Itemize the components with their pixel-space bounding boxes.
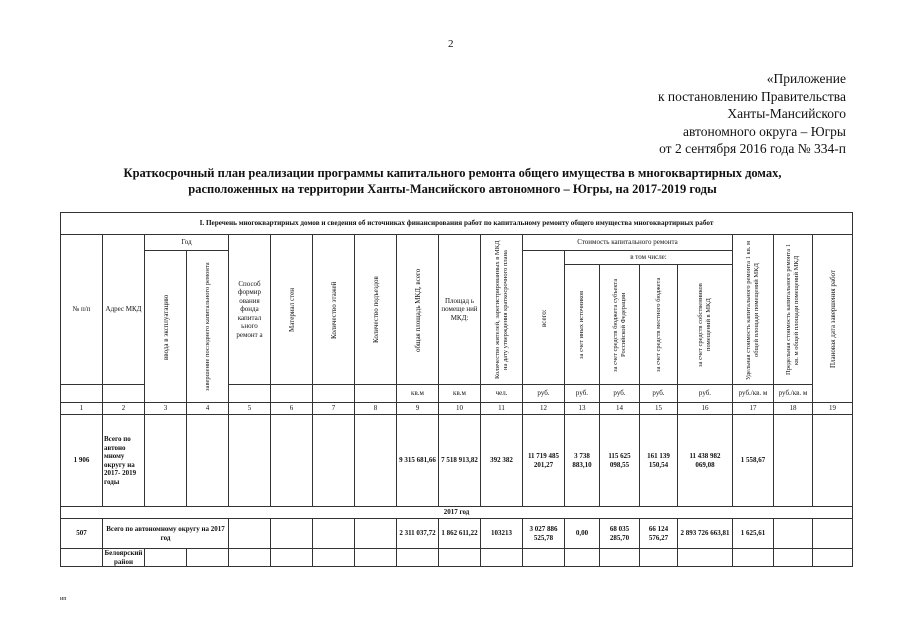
unit-residents: чел.	[481, 385, 523, 403]
cell-empty	[733, 549, 774, 567]
header-wall-material	[271, 235, 313, 385]
cell-local: 161 139 150,54	[640, 415, 678, 507]
col-number: 9	[397, 403, 439, 415]
header-entrances	[355, 235, 397, 385]
cell-empty	[313, 549, 355, 567]
header-wall-material-text: Материал стен	[287, 287, 296, 332]
document-title	[60, 166, 845, 197]
page-number: 2	[448, 38, 454, 50]
header-num: № п/п	[61, 235, 103, 385]
plan-table-wrapper	[60, 212, 853, 567]
unit-cell	[271, 385, 313, 403]
header-cost-group: Стоимость капитального ремонта	[523, 235, 733, 251]
title-line: Краткосрочный план реализации программы капитального ремонта общего имущества в многоквартирных домах,	[123, 166, 782, 180]
cell-residents: 392 382	[481, 415, 523, 507]
header-residents	[481, 235, 523, 385]
cell-empty	[313, 519, 355, 549]
header-plan-date	[813, 235, 853, 403]
title-line: расположенных на территории Ханты-Мансийского автономного – Югры, на 2017-2019 годы	[188, 181, 717, 196]
cell-cost-total: 3 027 886 525,78	[523, 519, 565, 549]
appendix-block	[658, 70, 846, 158]
cell-empty	[813, 415, 853, 507]
col-number: 5	[229, 403, 271, 415]
cell-local: 66 124 576,27	[640, 519, 678, 549]
header-entrances-text: Количество подъездов	[371, 276, 380, 343]
cell-empty	[565, 549, 600, 567]
col-number: 16	[678, 403, 733, 415]
cell-empty	[355, 549, 397, 567]
cell-empty	[229, 549, 271, 567]
header-plan-date-text: Плановая дата завершения работ	[828, 269, 837, 368]
unit-cell	[355, 385, 397, 403]
cell-empty	[313, 415, 355, 507]
cell-empty	[145, 415, 187, 507]
plan-table	[60, 212, 853, 567]
unit-cell	[313, 385, 355, 403]
cell-residents: 103213	[481, 519, 523, 549]
cell-federal: 68 035 285,70	[600, 519, 640, 549]
cell-empty	[439, 549, 481, 567]
cell-empty	[271, 415, 313, 507]
unit-local: руб.	[640, 385, 678, 403]
col-number: 10	[439, 403, 481, 415]
cell-cost-total: 11 719 485 201,27	[523, 415, 565, 507]
cell-area-premises: 1 862 611,22	[439, 519, 481, 549]
appendix-line: автономного округа – Югры	[683, 123, 846, 139]
cell-specific-cost: 1 558,67	[733, 415, 774, 507]
col-number: 18	[774, 403, 813, 415]
header-local	[640, 265, 678, 385]
cell-empty	[229, 415, 271, 507]
col-number: 8	[355, 403, 397, 415]
unit-area-premises: кв.м	[439, 385, 481, 403]
unit-federal: руб.	[600, 385, 640, 403]
cell-other-sources: 0,00	[565, 519, 600, 549]
appendix-line: от 2 сентября 2016 года № 334-п	[659, 141, 846, 156]
cell-empty	[774, 549, 813, 567]
cell-label: Всего по автоно мному округу на 2017- 2019 годы	[103, 415, 145, 507]
year-2017-label: 2017 год	[61, 507, 853, 519]
cell-empty	[61, 549, 103, 567]
header-floors	[313, 235, 355, 385]
appendix-line: «Приложение	[766, 71, 846, 86]
header-cost-total	[523, 251, 565, 385]
header-year-last-repair-text: завершение последнего капитального ремонта	[203, 262, 211, 391]
unit-cost-total: руб.	[523, 385, 565, 403]
cell-label: Всего по автономному округу на 2017 год	[103, 519, 229, 549]
header-federal	[600, 265, 640, 385]
cell-empty	[813, 549, 853, 567]
unit-specific-cost: руб./кв. м	[733, 385, 774, 403]
cell-owners: 2 893 726 663,81	[678, 519, 733, 549]
header-specific-cost-text: Удельная стоимость капитального ремонта 1 кв. м общей площади помещений МКД	[745, 239, 760, 380]
header-year-group: Год	[145, 235, 229, 251]
cell-num: 1 906	[61, 415, 103, 507]
cell-empty	[678, 549, 733, 567]
header-owners	[678, 265, 733, 385]
header-year-commission	[145, 251, 187, 403]
unit-max-cost: руб./кв. м	[774, 385, 813, 403]
col-number: 15	[640, 403, 678, 415]
cell-district-label: Белоярский район	[103, 549, 145, 567]
col-number: 17	[733, 403, 774, 415]
col-number: 2	[103, 403, 145, 415]
header-residents-text: Количество жителей, зарегистрированных в МКД на дату утверждения краткосрочного плана	[493, 240, 509, 379]
cell-owners: 11 438 982 069,08	[678, 415, 733, 507]
cell-area-premises: 7 518 913,82	[439, 415, 481, 507]
col-number: 13	[565, 403, 600, 415]
unit-owners: руб.	[678, 385, 733, 403]
header-year-commission-text: ввода в эксплуатацию	[161, 293, 170, 360]
unit-cell	[103, 385, 145, 403]
header-total-area-text: общая площадь МКД, всего	[413, 267, 422, 352]
col-number: 6	[271, 403, 313, 415]
cell-empty	[813, 519, 853, 549]
header-year-last-repair	[187, 251, 229, 403]
header-total-area	[397, 235, 439, 385]
col-number: 11	[481, 403, 523, 415]
appendix-line: к постановлению Правительства	[657, 88, 846, 104]
unit-other-sources: руб.	[565, 385, 600, 403]
cell-empty	[640, 549, 678, 567]
cell-empty	[271, 549, 313, 567]
header-max-cost	[774, 235, 813, 385]
cell-total-area: 9 315 681,66	[397, 415, 439, 507]
header-area-premises: Площад ь помеще ний МКД:	[439, 235, 481, 385]
cell-empty	[774, 415, 813, 507]
cell-empty	[187, 415, 229, 507]
footer-mark: ип	[60, 596, 67, 602]
unit-cell	[61, 385, 103, 403]
header-method: Способ формир ования фонда капитал ьного ремонт а	[229, 235, 271, 385]
col-number: 4	[187, 403, 229, 415]
cell-num: 507	[61, 519, 103, 549]
col-number: 3	[145, 403, 187, 415]
table-row-total	[61, 415, 853, 507]
cell-federal: 115 625 098,55	[600, 415, 640, 507]
col-number: 14	[600, 403, 640, 415]
cell-empty	[523, 549, 565, 567]
header-owners-text: за счет средств собственников помещений в МКД	[697, 282, 712, 367]
header-address: Адрес МКД	[103, 235, 145, 385]
cell-empty	[187, 549, 229, 567]
header-local-text: за счет средств местного бюджета	[654, 277, 662, 372]
col-number: 19	[813, 403, 853, 415]
appendix-line: Ханты-Мансийского	[727, 106, 846, 121]
cell-empty	[355, 415, 397, 507]
cell-specific-cost: 1 625,61	[733, 519, 774, 549]
header-cost-total-text: всего:	[539, 308, 548, 327]
cell-empty	[481, 549, 523, 567]
header-other-sources-text: за счет иных источников	[578, 290, 585, 359]
cell-other-sources: 3 738 883,10	[565, 415, 600, 507]
header-other-sources	[565, 265, 600, 385]
unit-cell	[229, 385, 271, 403]
cell-empty	[397, 549, 439, 567]
cell-total-area: 2 311 037,72	[397, 519, 439, 549]
col-number: 7	[313, 403, 355, 415]
table-row-2017	[61, 519, 853, 549]
cell-empty	[145, 549, 187, 567]
cell-empty	[271, 519, 313, 549]
table-row-district	[61, 549, 853, 567]
header-max-cost-text: Предельная стоимость капитального ремонта 1 кв. м общей площади помещений МКД	[785, 244, 800, 375]
header-including: в том числе:	[565, 251, 733, 265]
col-number: 12	[523, 403, 565, 415]
cell-empty	[774, 519, 813, 549]
unit-total-area: кв.м	[397, 385, 439, 403]
header-floors-text: Количество этажей	[329, 280, 338, 339]
header-specific-cost	[733, 235, 774, 385]
col-number: 1	[61, 403, 103, 415]
section-header: I. Перечень многоквартирных домов и сведения об источниках финансирования работ по капитальному ремонту общего имущества многоквартирных работ	[61, 213, 853, 235]
header-federal-text: за счет средств бюджета субъекта Российской Федерации	[611, 277, 627, 372]
cell-empty	[600, 549, 640, 567]
cell-empty	[355, 519, 397, 549]
cell-empty	[229, 519, 271, 549]
